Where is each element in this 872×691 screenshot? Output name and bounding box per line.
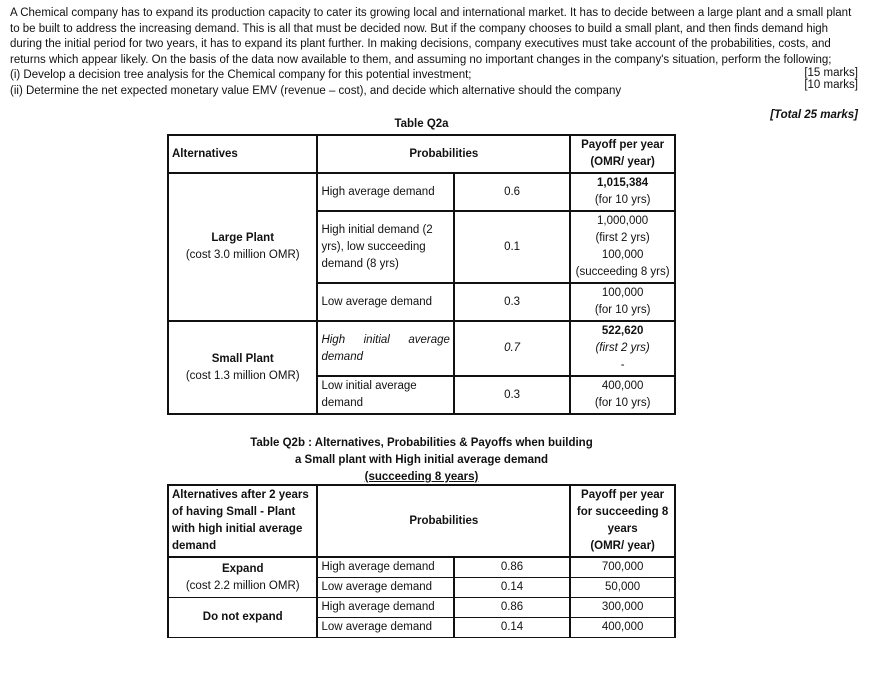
payoff-note: (for 10 yrs) [594,194,651,206]
marks-item-2: [10 marks] [804,79,858,91]
total-marks: [Total 25 marks] [770,109,858,121]
table-row-prob: 0.86 [454,557,570,578]
table-row-prob: 0.7 [454,321,570,376]
payoff-note: (first 2 yrs) [595,342,650,354]
payoff-value: 1,000,000 [597,215,649,227]
header-alternatives: Alternatives [168,135,317,173]
expand-cell [168,557,317,598]
header-payoff-b-line2: (OMR/ year) [590,540,655,552]
table-b-caption-line2: a Small plant with High initial average demand [294,454,549,466]
question-item-1: (i) Develop a decision tree analysis for the Chemical company for this potential investment; [10,69,472,81]
table-row-prob: 0.3 [454,283,570,321]
table-row-prob: 0.86 [454,598,570,618]
table-row-label: High average demand [317,598,453,618]
payoff-value: 400,000 [601,380,644,392]
header-probabilities: Probabilities [317,135,570,173]
no-expand-cell: Do not expand [168,598,317,638]
large-plant-cell [168,173,317,321]
table-row-label: High average demand [317,173,453,211]
payoff-note: (for 10 yrs) [594,304,651,316]
expand-name: Expand [221,562,264,575]
large-plant-cost: (cost 3.0 million OMR) [185,249,300,261]
question-item-2: (ii) Determine the net expected monetary value EMV (revenue – cost), and decide which alternative should the company [10,84,622,97]
question-paragraph: A Chemical company has to expand its production capacity to cater its growing local and international market. It has to decide between a large plant and a small plant to be built to address the increasing demand. This is all that must be decided now. But if the company chooses to build a small plant, and then finds demand high during the initial period for two years, it has to expand its plant further. In making decisions, company executives must take account of the probabilities, costs, and returns which appear likely. On the basis of the data now available to them, and assuming no important changes in the company's situation, perform the following; [10,7,852,66]
header-payoff-line2: (OMR/ year) [590,156,655,168]
payoff-note: (first 2 yrs) [595,232,650,244]
table-row-payoff: 300,000 [570,598,675,618]
table-row-payoff [570,321,675,376]
question-text [10,6,862,99]
table-row-prob: 0.6 [454,173,570,211]
table-row-label: High initial average demand [317,321,453,376]
table-row-label: Low average demand [317,283,453,321]
small-plant-name: Small Plant [211,352,274,365]
table-row-prob: 0.3 [454,376,570,414]
table-row-payoff [570,283,675,321]
table-row-payoff [570,173,675,211]
payoff-note: (succeeding 8 yrs) [575,266,670,278]
marks-column [804,67,858,91]
table-b-caption-line1: Table Q2b : Alternatives, Probabilities & Payoffs when building [250,437,593,449]
table-row-payoff [570,376,675,414]
table-row-prob: 0.1 [454,211,570,283]
payoff-note: (for 10 yrs) [594,397,651,409]
table-row-label: High initial demand (2 yrs), low succeeding demand (8 yrs) [317,211,453,283]
header-alternatives-b: Alternatives after 2 years of having Small - Plant with high initial average demand [168,485,317,557]
payoff-value: - [620,359,625,371]
table-row-label: Low initial average demand [317,376,453,414]
table-row-prob: 0.14 [454,618,570,638]
table-row-label: Low average demand [317,618,453,638]
header-payoff [570,135,675,173]
table-b-caption [167,435,676,486]
payoff-value: 1,015,384 [597,177,649,189]
table-row-prob: 0.14 [454,578,570,598]
table-q2b [167,484,676,638]
table-a-caption: Table Q2a [394,118,449,130]
table-q2a [167,134,676,415]
expand-cost: (cost 2.2 million OMR) [185,579,300,592]
marks-item-1: [15 marks] [804,67,858,79]
payoff-value: 100,000 [601,249,644,261]
table-row-label: Low average demand [317,578,453,598]
table-row-payoff: 50,000 [570,578,675,598]
header-probabilities-b: Probabilities [317,485,570,557]
header-payoff-b-line1: Payoff per year for succeeding 8 years [576,489,669,535]
small-plant-cell [168,321,317,414]
payoff-value: 522,620 [601,325,644,337]
header-payoff-line1: Payoff per year [581,139,665,151]
header-payoff-b [570,485,675,557]
large-plant-name: Large Plant [211,232,275,244]
small-plant-cost: (cost 1.3 million OMR) [185,369,300,382]
payoff-value: 100,000 [601,287,644,299]
table-row-label: High average demand [317,557,453,578]
table-row-payoff: 400,000 [570,618,675,638]
table-row-payoff [570,211,675,283]
table-row-payoff: 700,000 [570,557,675,578]
table-b-caption-line3: (succeeding 8 years) [364,471,479,483]
